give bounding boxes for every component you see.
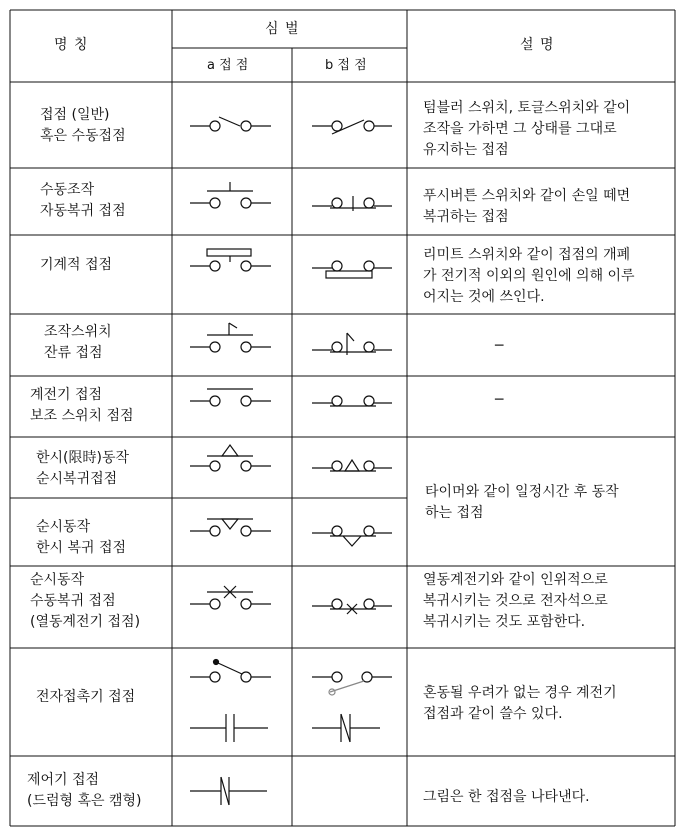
desc-line: 혼동될 우려가 없는 경우 계전기 — [423, 685, 617, 701]
name-line: 수동조작 — [40, 182, 95, 198]
desc-line: 접점과 같이 쓸수 있다. — [423, 706, 563, 722]
name-line: 한시 복귀 접점 — [36, 540, 127, 556]
row-desc-relay — [495, 390, 503, 411]
desc-line: 타이머와 같이 일정시간 후 동작 — [425, 484, 619, 500]
symbol-contactor-b — [312, 672, 392, 742]
row-name-contactor — [36, 687, 135, 708]
symbol-pushbutton-b — [312, 196, 392, 211]
name-line: 한시(限時)동작 — [36, 450, 130, 466]
header-description: 설 명 — [520, 37, 555, 53]
row-name-pushbutton — [40, 180, 126, 222]
desc-line: ─ — [495, 338, 504, 354]
symbol-thermal-a — [190, 586, 271, 609]
row-name-timer-on — [36, 448, 129, 490]
desc-line: 하는 접점 — [425, 505, 484, 521]
header-a-contact: a 접 점 — [207, 58, 249, 73]
row-name-thermal — [30, 570, 140, 633]
desc-line: 복귀하는 접점 — [423, 209, 509, 225]
symbol-controller-a — [190, 777, 267, 805]
desc-line: 복귀시키는 것으로 전자석으로 — [423, 593, 608, 609]
row-desc-mechanical — [423, 245, 635, 308]
desc-line: 푸시버튼 스위치와 같이 손일 떼면 — [423, 188, 631, 204]
symbol-timer-on-b — [312, 460, 392, 471]
name-line: 순시동작 — [36, 519, 91, 535]
row-desc-thermal — [423, 570, 608, 633]
header-b-contact: b 접 점 — [325, 58, 367, 73]
name-line: 혹은 수동접점 — [40, 128, 126, 144]
symbol-timer-on-a — [190, 445, 271, 471]
symbol-relay-b — [312, 396, 392, 406]
row-desc-controller — [423, 787, 590, 808]
row-desc-residual — [495, 336, 503, 357]
symbol-pushbutton-a — [190, 182, 271, 208]
header-name: 명 칭 — [54, 37, 89, 53]
contact-symbols — [190, 117, 392, 805]
name-line: 조작스위치 — [44, 324, 112, 340]
name-line: 제어기 접점 — [27, 772, 100, 788]
name-line: 자동복귀 접점 — [40, 203, 126, 219]
name-line: (열동계전기 접점) — [30, 614, 141, 630]
symbol-mechanical-b — [312, 261, 392, 278]
desc-line: 그림은 한 접점을 나타낸다. — [423, 789, 590, 805]
row-name-controller — [27, 770, 142, 812]
name-line: 보조 스위치 점점 — [30, 408, 134, 424]
header-symbol: 심 벌 — [265, 21, 300, 37]
symbol-general-b — [312, 120, 392, 134]
desc-line: 조작을 가하면 그 상태를 그대로 — [423, 121, 617, 137]
row-desc-timer — [425, 482, 619, 524]
symbol-residual-b — [312, 333, 392, 355]
name-line: (드럼형 혹은 캠형) — [27, 793, 142, 809]
symbol-timer-off-b — [312, 526, 392, 546]
symbol-thermal-b — [312, 599, 392, 614]
symbol-contactor-a — [190, 660, 271, 743]
desc-line: 유지하는 접점 — [423, 142, 509, 158]
symbol-timer-off-a — [190, 519, 271, 536]
desc-line: ─ — [495, 392, 504, 408]
desc-line: 리미트 스위치와 같이 접점의 개폐 — [423, 247, 631, 263]
row-name-mechanical — [40, 255, 112, 276]
row-name-general — [40, 105, 126, 147]
row-name-timer-off — [36, 517, 126, 559]
desc-line: 열동계전기와 같이 인위적으로 — [423, 572, 608, 588]
symbol-mechanical-a — [190, 249, 271, 271]
desc-line: 텀블러 스위치, 토글스위치와 같이 — [423, 100, 631, 116]
name-line: 수동복귀 접점 — [30, 593, 116, 609]
row-desc-general — [423, 98, 630, 161]
name-line: 순시복귀접점 — [36, 471, 118, 487]
desc-line: 어지는 것에 쓰인다. — [423, 289, 545, 305]
name-line: 접점 (일반) — [40, 107, 110, 123]
row-name-residual — [44, 322, 112, 364]
row-desc-pushbutton — [423, 186, 630, 228]
name-line: 잔류 접점 — [44, 345, 103, 361]
row-name-relay — [30, 385, 134, 427]
desc-line: 가 전기적 이외의 원인에 의해 이루 — [423, 268, 635, 284]
name-line: 기계적 접점 — [40, 257, 113, 273]
name-line: 전자접촉기 접점 — [36, 689, 136, 705]
row-desc-contactor — [423, 683, 617, 725]
desc-line: 복귀시키는 것도 포함한다. — [423, 614, 586, 630]
symbol-general-a — [190, 117, 271, 131]
name-line: 순시동작 — [30, 572, 85, 588]
name-line: 계전기 접점 — [30, 387, 103, 403]
symbol-residual-a — [190, 323, 271, 352]
symbol-relay-a — [190, 389, 271, 406]
